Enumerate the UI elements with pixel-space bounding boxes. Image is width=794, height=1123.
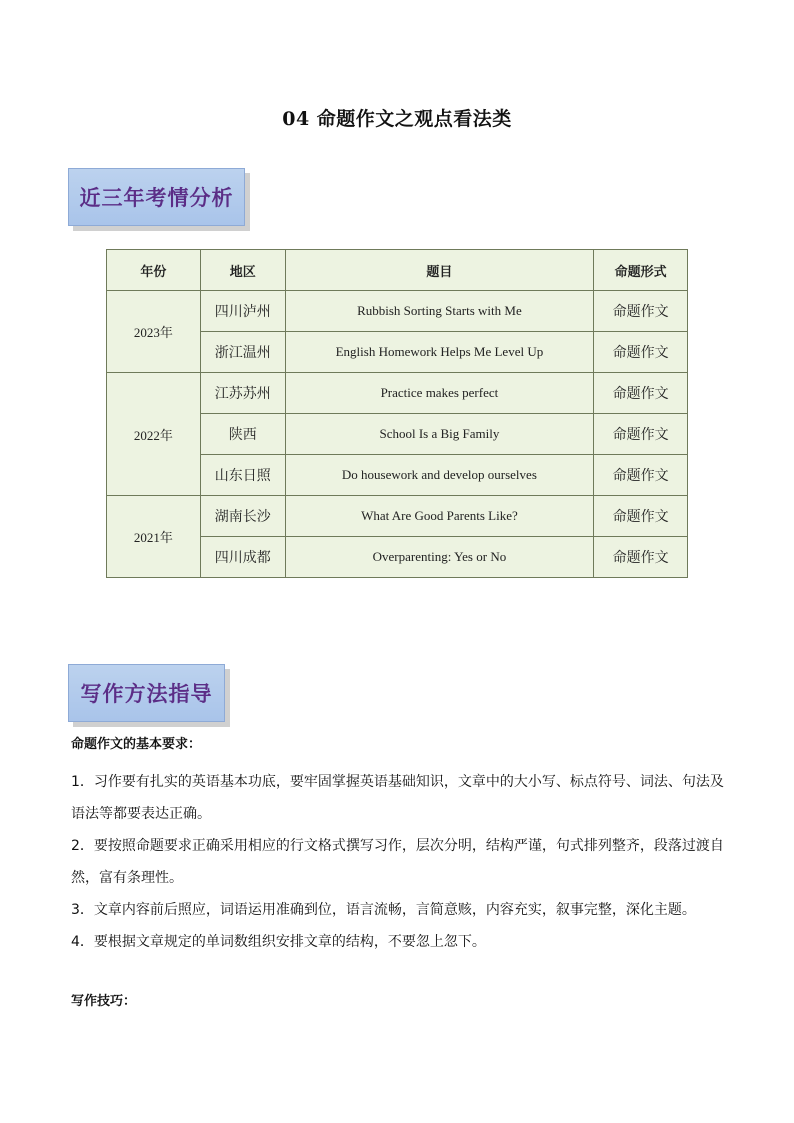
form-cell: 命题作文 xyxy=(594,537,688,578)
requirement-text: 1．习作要有扎实的英语基本功底，要牢固掌握英语基础知识，文章中的大小写、标点符号、词法、句法及语法等都要表达正确。 xyxy=(71,774,724,822)
table-row xyxy=(107,373,688,414)
page-title: 04 命题作文之观点看法类 xyxy=(282,108,512,130)
requirement-item-4 xyxy=(71,926,727,958)
form-cell: 命题作文 xyxy=(594,291,688,332)
form-cell: 命题作文 xyxy=(594,332,688,373)
region-cell: 江苏苏州 xyxy=(200,373,285,414)
requirement-item-1 xyxy=(71,766,727,830)
region-cell: 四川泸州 xyxy=(200,291,285,332)
topic-cell: What Are Good Parents Like? xyxy=(285,496,593,537)
requirements-heading: 命题作文的基本要求： xyxy=(71,737,202,752)
topic-cell: Rubbish Sorting Starts with Me xyxy=(285,291,593,332)
form-cell: 命题作文 xyxy=(594,373,688,414)
year-cell: 2023年 xyxy=(107,291,201,373)
section-title-analysis: 近三年考情分析 xyxy=(79,186,234,210)
table-row xyxy=(107,496,688,537)
table-row xyxy=(107,291,688,332)
topic-cell: Do housework and develop ourselves xyxy=(285,455,593,496)
table-header-row xyxy=(107,250,688,291)
requirement-text: 2．要按照命题要求正确采用相应的行文格式撰写习作，层次分明，结构严谨，句式排列整齐，段落过渡自然，富有条理性。 xyxy=(71,838,724,886)
form-cell: 命题作文 xyxy=(594,496,688,537)
requirement-text: 3．文章内容前后照应，词语运用准确到位，语言流畅，言简意赅，内容充实，叙事完整，深化主题。 xyxy=(71,902,696,918)
form-cell: 命题作文 xyxy=(594,414,688,455)
region-cell: 山东日照 xyxy=(200,455,285,496)
requirement-item-2 xyxy=(71,830,727,894)
exam-analysis-table xyxy=(106,249,688,578)
region-cell: 陕西 xyxy=(200,414,285,455)
requirement-item-3 xyxy=(71,894,727,926)
tips-heading: 写作技巧： xyxy=(71,994,137,1009)
region-cell: 浙江温州 xyxy=(200,332,285,373)
topic-cell: Practice makes perfect xyxy=(285,373,593,414)
section-banner-method xyxy=(68,664,225,722)
section-banner-analysis xyxy=(68,168,245,226)
year-cell: 2022年 xyxy=(107,373,201,496)
header-topic: 题目 xyxy=(285,250,593,291)
section-title-method: 写作方法指导 xyxy=(80,682,213,706)
year-cell: 2021年 xyxy=(107,496,201,578)
region-cell: 湖南长沙 xyxy=(200,496,285,537)
header-form: 命题形式 xyxy=(594,250,688,291)
topic-cell: School Is a Big Family xyxy=(285,414,593,455)
topic-cell: Overparenting: Yes or No xyxy=(285,537,593,578)
form-cell: 命题作文 xyxy=(594,455,688,496)
topic-cell: English Homework Helps Me Level Up xyxy=(285,332,593,373)
header-year: 年份 xyxy=(107,250,201,291)
header-region: 地区 xyxy=(200,250,285,291)
region-cell: 四川成都 xyxy=(200,537,285,578)
requirement-text: 4．要根据文章规定的单词数组织安排文章的结构，不要忽上忽下。 xyxy=(71,934,486,950)
